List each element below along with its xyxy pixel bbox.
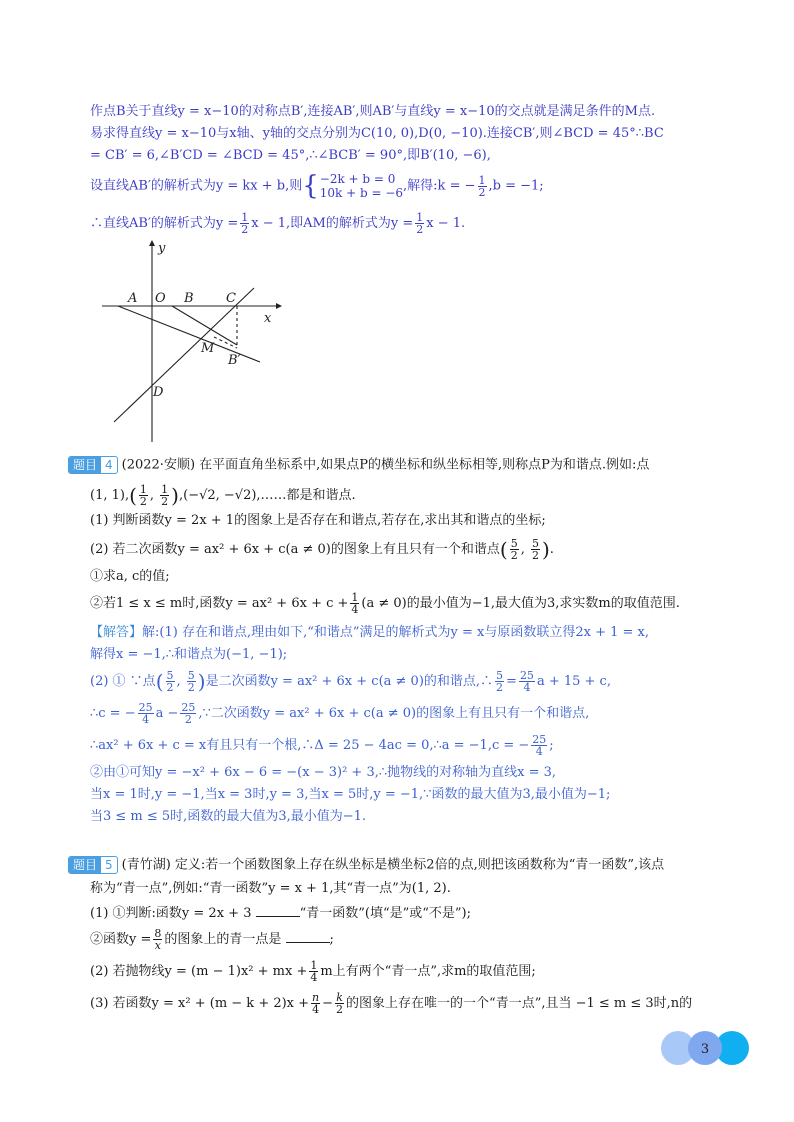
text: (2) 若二次函数y = ax² + 6x + c(a ≠ 0)的图象上有且只有一个和谐点 — [90, 542, 500, 557]
text: (2022·安顺) 在平面直角坐标系中,如果点P的横坐标和纵坐标相等,则称点P为和谐点.例如:点 — [121, 457, 650, 473]
text: = — [506, 674, 517, 689]
label-y: y — [158, 241, 166, 256]
numerator: 1 — [241, 211, 249, 224]
label-b: B — [184, 291, 194, 306]
text: . — [549, 542, 554, 557]
text: (1) ①判断:函数y = 2x + 3 — [90, 906, 252, 921]
eq-2: 10k + b = −6 — [319, 186, 404, 200]
fraction — [139, 484, 148, 507]
denominator: 2 — [496, 681, 504, 694]
page-number-badge — [660, 1028, 750, 1068]
q4-answer-line-1 — [90, 624, 649, 642]
text: ; — [549, 738, 554, 753]
brace: { — [302, 171, 319, 201]
denominator: 2 — [510, 549, 518, 562]
text: ,∵二次函数y = ax² + 6x + c(a ≠ 0)的图象上有且只有一个和谐点, — [198, 706, 590, 721]
label-d: D — [153, 385, 164, 400]
numerator: 5 — [187, 669, 195, 682]
paren: ( — [499, 537, 508, 562]
solution-line-4 — [90, 172, 544, 200]
text: m上有两个“青一点”,求m的取值范围; — [320, 964, 536, 979]
denominator: 2 — [184, 713, 192, 726]
eq-1: −2k + b = 0 — [319, 172, 396, 186]
label-b-prime: B′ — [228, 353, 241, 368]
denominator: 2 — [187, 681, 195, 694]
fraction — [240, 212, 249, 235]
q5-tag — [68, 856, 118, 874]
text: x − 1,即AM的解析式为y = — [251, 216, 414, 231]
text: (青竹湖) 定义:若一个函数图象上存在纵坐标是横坐标2倍的点,则把该函数称为“青一函数”,该点 — [121, 857, 665, 873]
text: 的图象上的青一点是 — [164, 932, 282, 947]
tag-label: 题目 — [69, 457, 101, 473]
paren: ) — [541, 537, 550, 562]
numerator: 1 — [161, 483, 169, 496]
denominator: 2 — [166, 681, 174, 694]
q4-answer-line-6: ②由①可知y = −x² + 6x − 6 = −(x − 3)² + 3,∴抛物线的对称轴为直线x = 3, — [90, 765, 557, 780]
text: ,解得:k = − — [403, 178, 476, 194]
answer-blank[interactable] — [256, 904, 300, 917]
q4-subpart-1: ①求a, c的值; — [90, 569, 170, 584]
numerator: n — [312, 991, 320, 1004]
label-o: O — [155, 291, 166, 306]
denominator: 2 — [531, 549, 539, 562]
denominator: 2 — [336, 1003, 344, 1016]
denominator: 2 — [478, 185, 486, 199]
x-axis-arrow — [276, 303, 282, 309]
text: ②函数y = — [90, 932, 152, 947]
answer-tag: 【解答】 — [90, 625, 143, 640]
paren: ) — [171, 483, 179, 508]
fraction — [187, 670, 196, 693]
text: x − 1. — [426, 216, 466, 231]
text: (2) ① ∵点 — [90, 674, 156, 689]
fraction — [153, 928, 162, 951]
q4-line-1 — [68, 456, 649, 475]
label-m: M — [201, 341, 215, 356]
denominator: x — [154, 939, 161, 952]
solution-line-5 — [90, 212, 465, 235]
numerator: 25 — [181, 701, 196, 714]
q4-answer-line-2: 解得x = −1,∴和谐点为(−1, −1); — [90, 647, 288, 662]
text: (a ≠ 0)的最小值为−1,最大值为3,求实数m的取值范围. — [361, 596, 680, 611]
q4-answer-line-7: 当x = 1时,y = −1,当x = 3时,y = 3,当x = 5时,y = −1,∵函数的最大值为3,最小值为−1; — [90, 787, 611, 802]
label-a: A — [128, 291, 138, 306]
text: ②若1 ≤ x ≤ m时,函数y = ax² + 6x + c + — [90, 596, 349, 611]
q5-part-2 — [90, 960, 536, 983]
fraction — [335, 992, 344, 1015]
paren: ) — [197, 669, 206, 694]
q5-line-1 — [68, 856, 664, 875]
equation-system — [320, 172, 403, 200]
q4-answer-line-8: 当3 ≤ m ≤ 5时,函数的最大值为3,最小值为−1. — [90, 809, 367, 824]
text: (3) 若函数y = x² + (m − k + 2)x + — [90, 996, 310, 1011]
text: ,(−√2, −√2),……都是和谐点. — [178, 488, 356, 503]
tag-number: 4 — [105, 458, 113, 472]
q4-part-2: (2) 若二次函数y = ax² + 6x + c(a ≠ 0)的图象上有且只有一个和谐点( $\frac{5}{2}$ , $\frac{5}{2}$ ). — [90, 537, 554, 562]
denominator: 4 — [535, 745, 543, 758]
denominator: 4 — [351, 603, 359, 616]
text: 是二次函数y = ax² + 6x + c(a ≠ 0)的和谐点,∴ — [205, 674, 494, 689]
denominator: 2 — [139, 495, 147, 508]
numerator: 1 — [139, 483, 147, 496]
fraction — [510, 538, 519, 561]
q4-answer-line-5 — [90, 734, 554, 757]
text: (1, 1), — [90, 488, 130, 503]
numerator: 5 — [510, 537, 518, 550]
page-number: 3 — [700, 1042, 710, 1057]
numerator: 1 — [351, 591, 359, 604]
numerator: 1 — [310, 959, 318, 972]
text: 解:(1) 存在和谐点,理由如下,“和谐点”满足的解析式为y = x与原函数联立得2x + 1 = x, — [142, 625, 649, 640]
tag-number: 5 — [105, 858, 113, 872]
q4-answer-line-3: (2) ① ∵点( $\frac{5}{2}$ , $\frac{5}{2}$ )是二次函数y = ax² + 6x + c(a ≠ 0)的和谐点,∴ $\frac{5}{2}$ = $\frac{25}{4}$ a + 15 + c, — [90, 669, 611, 694]
q5-part-3 — [90, 992, 692, 1015]
fraction — [180, 702, 196, 725]
fraction — [311, 992, 320, 1015]
numerator: 25 — [519, 669, 534, 682]
fraction — [478, 175, 487, 198]
q4-line-2: (1, 1),( $\frac{1}{2}$ , $\frac{1}{2}$ ),(−√2, −√2),……都是和谐点. — [90, 483, 356, 508]
fraction — [415, 212, 424, 235]
numerator: 1 — [416, 211, 424, 224]
numerator: 25 — [532, 733, 547, 746]
fraction — [166, 670, 175, 693]
fraction — [138, 702, 154, 725]
fraction — [495, 670, 504, 693]
segment-bm — [172, 306, 237, 345]
text: − — [322, 996, 334, 1011]
denominator: 4 — [142, 713, 150, 726]
numerator: 8 — [154, 927, 162, 940]
solution-line-3: = CB′ = 6,∠B′CD = ∠BCD = 45°,∴∠BCB′ = 90°,即B′(10, −6), — [90, 148, 491, 163]
fraction — [309, 960, 318, 983]
answer-blank[interactable] — [286, 930, 330, 943]
text: “青一函数”(填“是”或“不是”); — [299, 906, 472, 921]
paren: ( — [129, 483, 137, 508]
text: ∴ax² + 6x + c = x有且只有一个根,∴Δ = 25 − 4ac = 0,∴a = −1,c = − — [90, 738, 530, 753]
fraction — [531, 538, 540, 561]
paren: ( — [155, 669, 164, 694]
tag-label: 题目 — [69, 857, 101, 873]
denominator: 4 — [310, 971, 318, 984]
denominator: 2 — [416, 223, 424, 236]
numerator: 5 — [531, 537, 539, 550]
text: a − — [155, 706, 179, 721]
fraction — [160, 484, 169, 507]
text: 的图象上存在唯一的一个“青一点”,且当 −1 ≤ m ≤ 3时,n的 — [346, 996, 693, 1011]
numerator: 5 — [166, 669, 174, 682]
solution-line-2: 易求得直线y = x−10与x轴、y轴的交点分别为C(10, 0),D(0, −10).连接CB′,则∠BCD = 45°∴BC — [90, 126, 664, 141]
numerator: 25 — [138, 701, 153, 714]
denominator: 2 — [241, 223, 249, 236]
denominator: 4 — [523, 681, 531, 694]
coordinate-figure — [100, 240, 290, 445]
solution-line-1: 作点B关于直线y = x−10的对称点B′,连接AB′,则AB′与直线y = x−10的交点就是满足条件的M点. — [90, 104, 656, 119]
q4-part-1: (1) 判断函数y = 2x + 1的图象上是否存在和谐点,若存在,求出其和谐点的坐标; — [90, 513, 546, 528]
label-c: C — [226, 291, 236, 306]
denominator: 2 — [161, 495, 169, 508]
fraction — [350, 592, 359, 615]
text: ∴直线AB′的解析式为y = — [90, 216, 239, 231]
q5-part-1 — [90, 904, 471, 923]
label-x: x — [264, 311, 272, 326]
text: (2) 若抛物线y = (m − 1)x² + mx + — [90, 964, 308, 979]
y-axis-arrow — [149, 240, 155, 246]
numerator: 1 — [478, 173, 486, 187]
text: ; — [329, 932, 334, 947]
text: ,b = −1; — [488, 178, 544, 194]
fraction — [531, 734, 547, 757]
text: a + 15 + c, — [536, 674, 611, 689]
q5-part-1b — [90, 928, 334, 951]
q4-tag — [68, 456, 118, 474]
text: ∴c = − — [90, 706, 136, 721]
numerator: 5 — [496, 669, 504, 682]
q4-answer-line-4 — [90, 702, 589, 725]
fraction — [519, 670, 535, 693]
q4-subpart-2 — [90, 592, 680, 615]
denominator: 4 — [312, 1003, 320, 1016]
q5-line-2: 称为“青一点”,例如:“青一函数”y = x + 1,其“青一点”为(1, 2). — [90, 881, 451, 896]
numerator: k — [336, 991, 343, 1004]
text: 设直线AB′的解析式为y = kx + b,则 — [90, 178, 303, 194]
